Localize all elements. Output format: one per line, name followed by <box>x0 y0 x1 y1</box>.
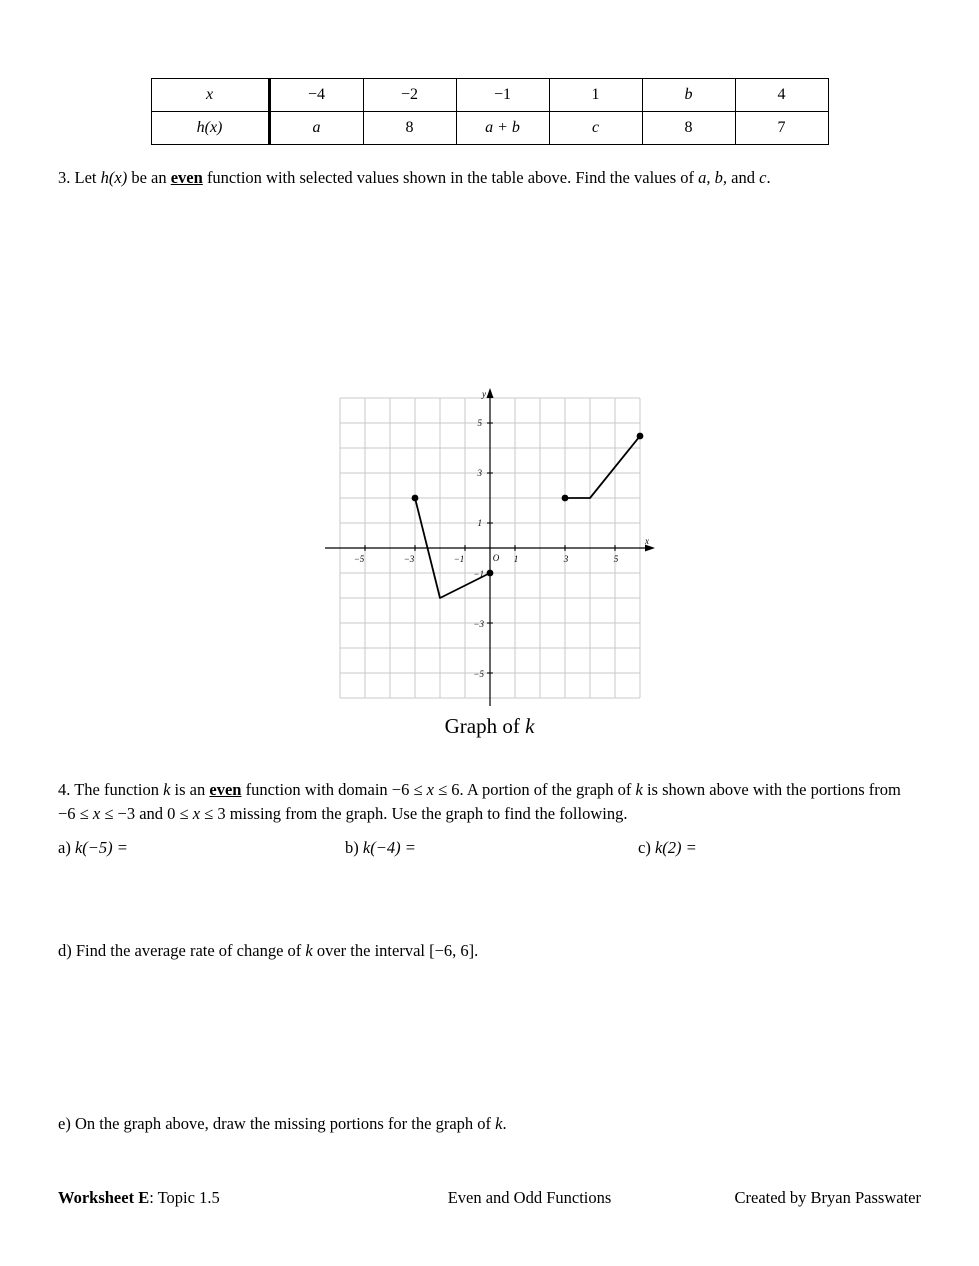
x-tick-label: −1 <box>453 554 464 564</box>
endpoint-dot <box>561 495 568 502</box>
table-row-label: h(x) <box>151 112 269 145</box>
origin-label: O <box>492 553 499 563</box>
question-3 <box>58 166 921 190</box>
part-c-expression: k(2) = <box>654 838 697 857</box>
table-cell: 4 <box>735 79 828 112</box>
part-c-letter: c) <box>638 838 651 857</box>
footer-title: Even and Odd Functions <box>447 1188 612 1207</box>
table-cell: −4 <box>269 79 363 112</box>
table-cell: 7 <box>735 112 828 145</box>
endpoint-dot <box>636 433 643 440</box>
table-cell: a + b <box>456 112 549 145</box>
table-row <box>151 112 828 145</box>
question-3-number: 3. <box>58 168 71 187</box>
table-cell: −2 <box>363 79 456 112</box>
axes <box>325 391 647 706</box>
table-row <box>151 79 828 112</box>
footer-author: Created by Bryan Passwater <box>734 1188 921 1207</box>
values-table <box>151 78 829 145</box>
x-tick-label: 1 <box>513 554 518 564</box>
question-4-number: 4. <box>58 780 71 799</box>
question-3-function: h(x) <box>100 168 128 187</box>
endpoint-dot <box>486 570 493 577</box>
curve-endpoints <box>411 433 643 577</box>
part-b-letter: b) <box>345 838 359 857</box>
y-tick-label: −1 <box>472 569 484 579</box>
table-cell: a <box>269 112 363 145</box>
part-e-letter: e) <box>58 1114 71 1133</box>
footer-left <box>58 1188 398 1208</box>
table-cell: 8 <box>642 112 735 145</box>
question-3-text-end: and <box>727 168 760 187</box>
tick-labels <box>353 389 648 679</box>
table-cell: −1 <box>456 79 549 112</box>
part-d-text-after: over the interval [−6, 6]. <box>312 941 479 960</box>
part-e-function: k <box>495 1114 503 1133</box>
footer <box>58 1188 921 1208</box>
y-tick-label: 1 <box>477 518 482 528</box>
y-tick-label: 3 <box>477 468 482 478</box>
part-c <box>638 838 697 858</box>
part-a <box>58 838 128 858</box>
question-4: 4. The function k is an even function with domain −6 ≤ x ≤ 6. A portion of the graph of k is shown above with the portions from −6 ≤ x ≤ −3 and 0 ≤ x ≤ 3 missing from the graph. Use the graph to find the following. <box>58 780 901 823</box>
question-3-vars: a, b, <box>698 168 728 187</box>
x-tick-label: −3 <box>403 554 414 564</box>
y-tick-label: 5 <box>477 418 482 428</box>
graph-caption <box>445 714 535 739</box>
table-cell: 8 <box>363 112 456 145</box>
table-cell: b <box>642 79 735 112</box>
graph-caption-prefix: Graph of <box>444 714 526 738</box>
question-3-vars2: c <box>759 168 767 187</box>
footer-topic: : Topic 1.5 <box>149 1188 220 1207</box>
part-d <box>58 941 921 961</box>
endpoint-dot <box>411 495 418 502</box>
values-table-wrapper <box>0 78 979 145</box>
table-cell: 1 <box>549 79 642 112</box>
question-3-emphasis: even <box>170 168 203 187</box>
footer-worksheet-label: Worksheet E <box>58 1188 150 1207</box>
table-row-label: x <box>151 79 269 112</box>
graph-of-k <box>325 388 655 708</box>
table-cell: c <box>549 112 642 145</box>
curve-k <box>415 436 640 598</box>
question-4-emphasis: even <box>209 780 242 799</box>
part-b-expression: k(−4) = <box>362 838 416 857</box>
part-e <box>58 1114 921 1134</box>
part-d-function: k <box>305 941 313 960</box>
x-tick-label: −5 <box>353 554 364 564</box>
part-e-text-after: . <box>502 1114 507 1133</box>
question-3-text-mid1: be an <box>127 168 171 187</box>
part-d-letter: d) <box>58 941 72 960</box>
x-tick-label: 5 <box>613 554 618 564</box>
y-axis-label: y <box>481 389 486 399</box>
part-b <box>345 838 416 858</box>
question-3-text-mid2: function with selected values shown in the table above. Find the values of <box>202 168 699 187</box>
part-e-text-before: On the graph above, draw the missing portions for the graph of <box>74 1114 496 1133</box>
x-tick-label: 3 <box>563 554 568 564</box>
question-3-period: . <box>766 168 771 187</box>
part-a-expression: k(−5) = <box>74 838 128 857</box>
y-tick-label: −5 <box>472 669 484 679</box>
x-axis-label: x <box>644 536 649 546</box>
part-a-letter: a) <box>58 838 71 857</box>
graph-area <box>0 388 979 739</box>
part-d-text-before: Find the average rate of change of <box>75 941 306 960</box>
question-3-text-before: Let <box>74 168 101 187</box>
y-tick-label: −3 <box>472 619 484 629</box>
y-axis-arrow <box>486 388 493 398</box>
graph-caption-function: k <box>525 714 535 738</box>
